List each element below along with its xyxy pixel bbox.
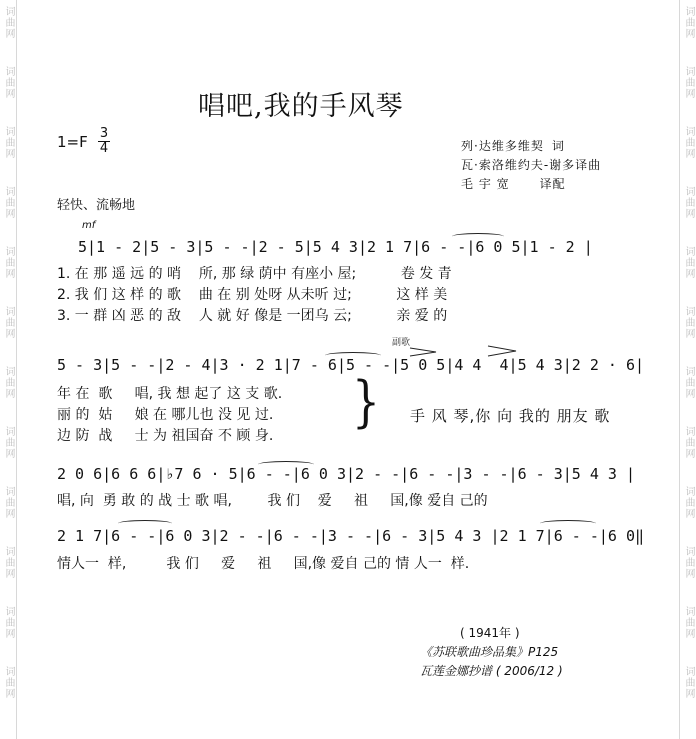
- credit-composer: [461, 156, 601, 175]
- credit-translator: [461, 175, 601, 194]
- watermark-text: 词曲网: [3, 6, 14, 39]
- watermark-text: 词曲网: [3, 366, 14, 399]
- key-signature: 1=F: [57, 133, 88, 151]
- tie-slur: [540, 520, 596, 527]
- lyric-line-4: 情人一 样, 我 们 爱 祖 国,像 爱自 己的 情 人一 样.: [57, 556, 470, 572]
- watermark-text: 词曲网: [3, 426, 14, 459]
- lyric-verse3-line1: 3. 一 群 凶 恶 的 敌 人 就 好 像是 一团乌 云; 亲 爱 的: [57, 308, 448, 324]
- watermark-text: 词曲网: [683, 426, 694, 459]
- lyric-line-3: 唱, 向 勇 敢 的 战 士 歌 唱, 我 们 爱 祖 国,像 爱自 己的: [57, 493, 488, 509]
- watermark-text: 词曲网: [683, 306, 694, 339]
- lyric-verse2-line1: 2. 我 们 这 样 的 歌 曲 在 别 处呀 从未听 过; 这 样 美: [57, 287, 448, 303]
- watermark-text: 词曲网: [683, 486, 694, 519]
- notation-line-1: 5|1 - 2|5 - 3|5 - -|2 - 5|5 4 3|2 1 7|6 - -|6 0 5|1 - 2 |: [78, 238, 593, 256]
- watermark-text: 词曲网: [3, 546, 14, 579]
- watermark-text: 词曲网: [683, 366, 694, 399]
- credit-role: 词: [551, 139, 565, 153]
- chorus-marking: 副歌: [392, 338, 411, 348]
- watermark-text: 词曲网: [3, 486, 14, 519]
- credit-name: 列·达维多维契: [461, 139, 544, 153]
- watermark-text: 词曲网: [683, 606, 694, 639]
- watermark-text: 词曲网: [3, 66, 14, 99]
- watermark-text: 词曲网: [3, 306, 14, 339]
- footer-source: 《苏联歌曲珍品集》P125: [420, 645, 559, 659]
- lyric-verse1-line2: 年 在 歌 唱, 我 想 起了 这 支 歌.: [57, 386, 283, 402]
- watermark-text: 词曲网: [3, 666, 14, 699]
- watermark-text: 词曲网: [683, 186, 694, 219]
- footer-year: ( 1941年 ): [460, 626, 520, 640]
- watermark-text: 词曲网: [3, 246, 14, 279]
- watermark-text: 词曲网: [683, 66, 694, 99]
- lyric-verse1-line1: 1. 在 那 遥 远 的 哨 所, 那 绿 荫中 有座小 屋; 卷 发 青: [57, 266, 452, 282]
- meter-top: 3: [99, 126, 109, 141]
- tie-slur: [118, 520, 172, 527]
- credit-name: 瓦·索洛维约夫-谢多译曲: [461, 158, 602, 172]
- footer-copier: 瓦莲金娜抄谱 ( 2006/12 ): [420, 664, 563, 678]
- lyric-verse3-line2: 边 防 战 士 为 祖国奋 不 顾 身.: [57, 428, 274, 444]
- watermark-text: 词曲网: [683, 666, 694, 699]
- verse-brace: }: [352, 370, 380, 435]
- watermark-text: 词曲网: [683, 246, 694, 279]
- notation-line-3: 2 0 6|6 6 6|♭7 6 · 5|6 - -|6 0 3|2 - -|6 - -|3 - -|6 - 3|5 4 3 |: [57, 465, 635, 483]
- watermark-column-left: [0, 0, 17, 739]
- credit-name: 毛 宇 宽: [461, 177, 510, 191]
- watermark-text: 词曲网: [3, 606, 14, 639]
- chorus-lyric: 手 风 琴,你 向 我的 朋友 歌: [410, 407, 611, 425]
- tempo-marking: 轻快、流畅地: [57, 198, 136, 213]
- watermark-text: 词曲网: [683, 546, 694, 579]
- credit-lyricist: [461, 137, 601, 156]
- watermark-text: 词曲网: [3, 186, 14, 219]
- credit-role: 译配: [539, 177, 566, 191]
- dynamic-marking: mf: [82, 220, 96, 231]
- notation-line-2: 5 - 3|5 - -|2 - 4|3 · 2 1|7 - 6|5 - -|5 0 5|4 4 4|5 4 3|2 2 · 6|: [57, 356, 644, 374]
- watermark-column-right: [679, 0, 696, 739]
- notation-line-4: 2 1 7|6 - -|6 0 3|2 - -|6 - -|3 - -|6 - 3|5 4 3 |2 1 7|6 - -|6 0‖: [57, 527, 644, 545]
- credits: [461, 137, 601, 194]
- watermark-text: 词曲网: [683, 126, 694, 159]
- time-signature: [98, 128, 110, 155]
- watermark-text: 词曲网: [3, 126, 14, 159]
- lyric-verse2-line2: 丽 的 姑 娘 在 哪儿也 没 见 过.: [57, 407, 274, 423]
- song-title: 唱吧,我的手风琴: [198, 91, 404, 122]
- meter-bottom: 4: [99, 141, 109, 156]
- watermark-text: 词曲网: [683, 6, 694, 39]
